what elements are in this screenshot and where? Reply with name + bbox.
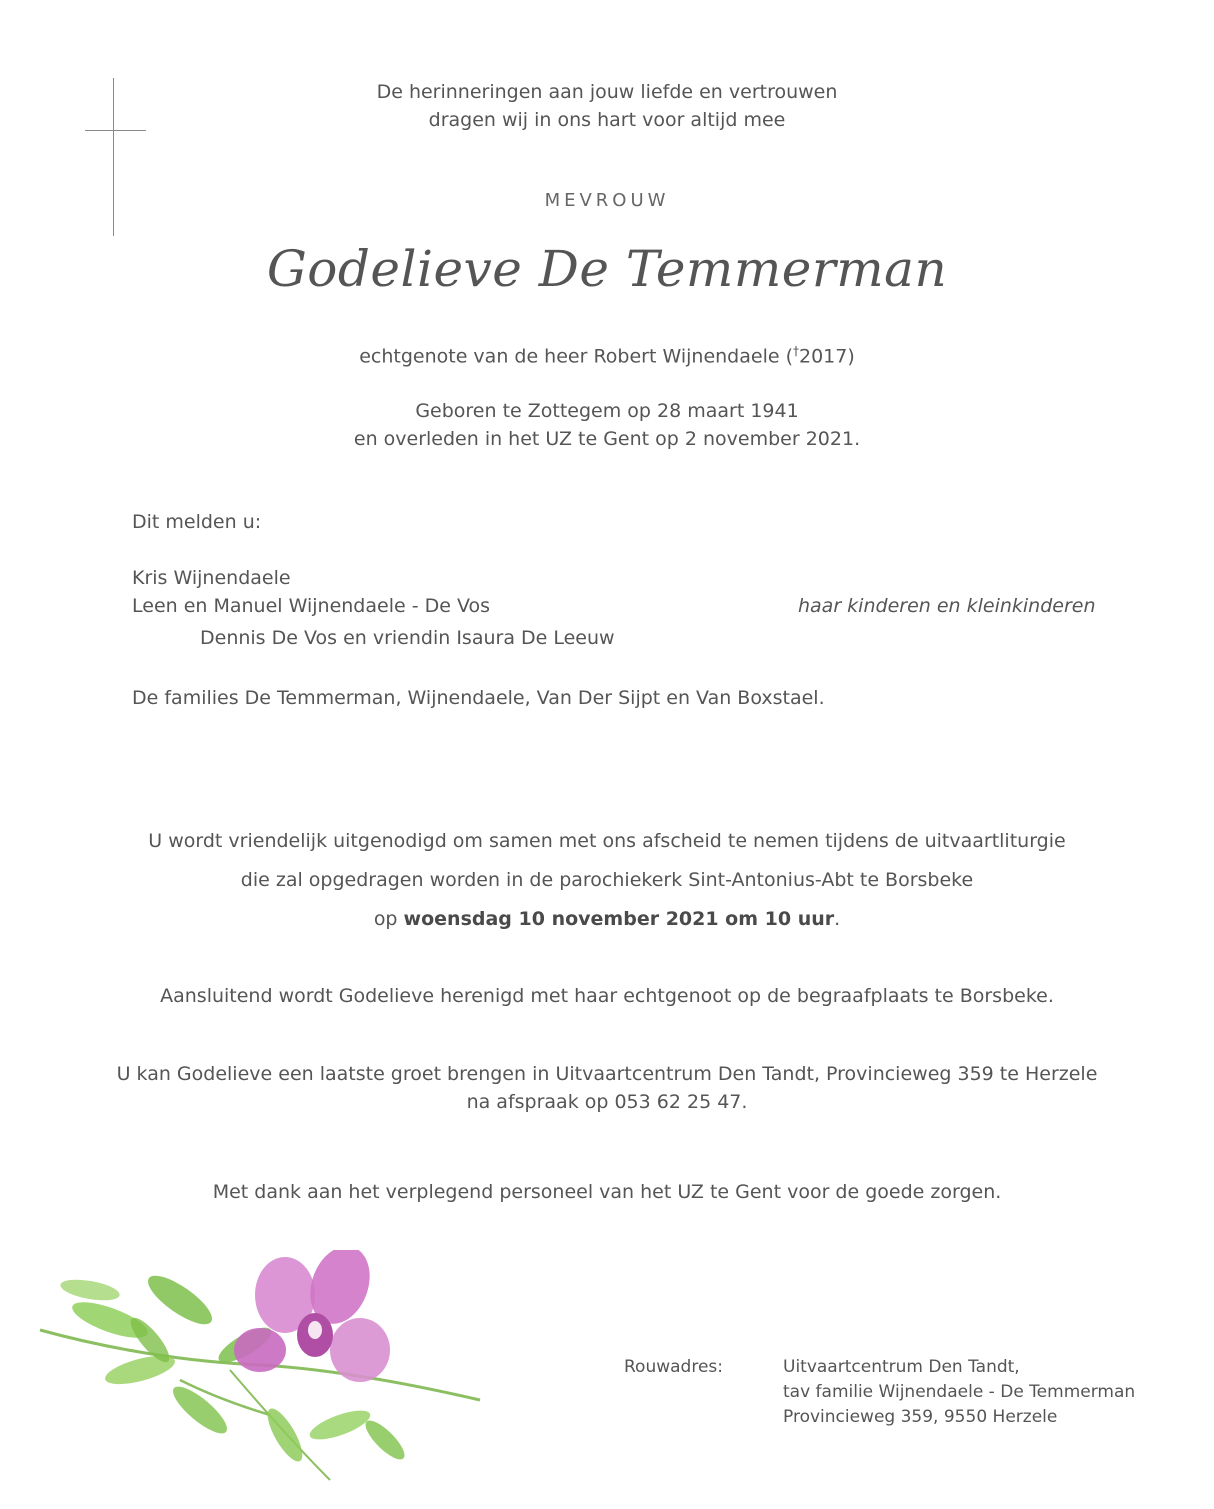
visit-info [0, 1060, 1214, 1116]
address-line-1: Uitvaartcentrum Den Tandt, [783, 1357, 1020, 1377]
died-line: en overleden in het UZ te Gent op 2 november 2021. [353, 428, 861, 450]
relation-label: haar kinderen en kleinkinderen [798, 595, 1096, 617]
invitation [0, 822, 1214, 939]
spouse-year: 2017) [799, 345, 855, 368]
announce-label: Dit melden u: [132, 511, 262, 533]
relative-line-3: Dennis De Vos en vriendin Isaura De Leeuw [200, 627, 615, 649]
verse [0, 78, 1214, 134]
invitation-line-3 [0, 900, 1214, 939]
orchid-illustration [30, 1250, 500, 1500]
relative-line-1: Kris Wijnendaele [132, 567, 291, 589]
verse-line-2: dragen wij in ons hart voor altijd mee [428, 109, 786, 131]
invitation-suffix: . [834, 908, 841, 930]
cross-symbol: † [793, 344, 799, 358]
title-word: MEVROUW [544, 190, 670, 211]
spouse-line [0, 337, 1214, 370]
thanks-text: Met dank aan het verplegend personeel van het UZ te Gent voor de goede zorgen. [212, 1181, 1002, 1203]
relative-line-2: Leen en Manuel Wijnendaele - De Vos [132, 595, 491, 617]
address-line-2: tav familie Wijnendaele - De Temmerman [783, 1382, 1136, 1402]
families: De families De Temmerman, Wijnendaele, Van Der Sijpt en Van Boxstael. [132, 687, 825, 709]
service-datetime: woensdag 10 november 2021 om 10 uur [403, 908, 835, 930]
address-label: Rouwadres: [624, 1357, 723, 1377]
address-line-3: Provincieweg 359, 9550 Herzele [783, 1407, 1058, 1427]
visit-line-1: U kan Godelieve een laatste groet brengen in Uitvaartcentrum Den Tandt, Provincieweg 359 te Herzele [116, 1063, 1098, 1085]
born-died [0, 397, 1214, 453]
verse-line-1: De herinneringen aan jouw liefde en vertrouwen [376, 81, 838, 103]
invitation-line-2: die zal opgedragen worden in de parochiekerk Sint-Antonius-Abt te Borsbeke [240, 869, 974, 891]
burial-text: Aansluitend wordt Godelieve herenigd met haar echtgenoot op de begraafplaats te Borsbeke. [160, 985, 1054, 1007]
deceased-name: Godelieve De Temmerman [266, 240, 948, 298]
born-line: Geboren te Zottegem op 28 maart 1941 [415, 400, 799, 422]
visit-line-2: na afspraak op 053 62 25 47. [466, 1091, 748, 1113]
address-block [783, 1355, 1135, 1430]
spouse-text: echtgenote van de heer Robert Wijnendaele ( [359, 345, 793, 368]
invitation-line-1: U wordt vriendelijk uitgenodigd om samen met ons afscheid te nemen tijdens de uitvaartliturgie [148, 830, 1066, 852]
invitation-prefix: op [373, 908, 404, 930]
